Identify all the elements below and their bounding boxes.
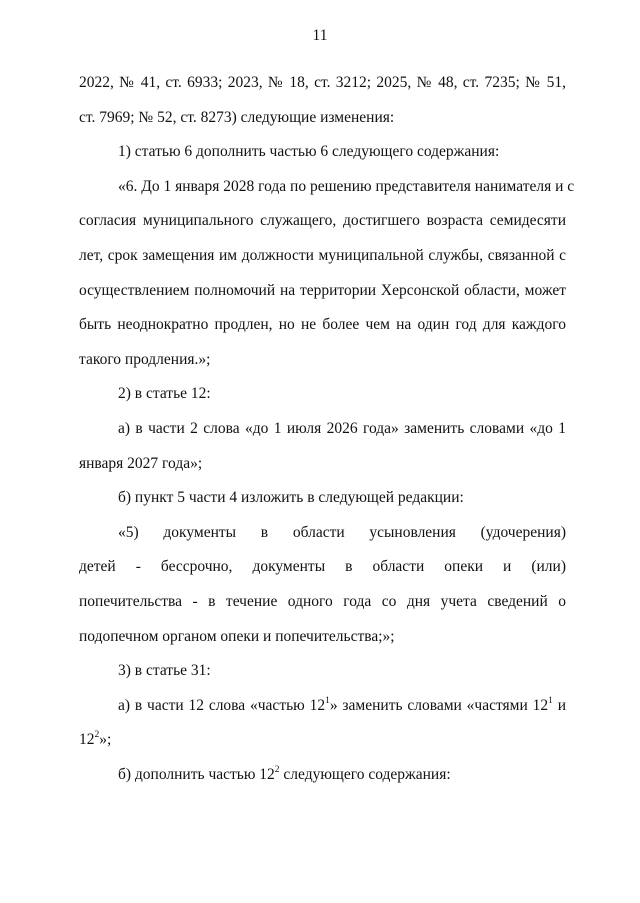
text-line: 3) в статье 31: [118,662,211,680]
text-line: а) в части 2 слова «до 1 июля 2026 года» заменить словами «до 1 [118,419,566,437]
text-line: «6. До 1 января 2028 года по решению представителя нанимателя и с [118,177,575,195]
text-line: 2) в статье 12: [118,385,211,403]
text-line: б) пункт 5 части 4 изложить в следующей редакции: [118,489,464,507]
text-fragment: следующего содержания: [279,765,451,783]
text-fragment: а) в части 12 слова «частью 12 [118,696,326,714]
text-fragment: б) дополнить частью 12 [118,765,275,783]
text-line: января 2027 года»; [79,454,203,472]
superscript: 1 [325,695,330,706]
text-line: лет, срок замещения им должности муниципальной службы, связанной с [79,246,566,264]
superscript: 1 [548,695,553,706]
text-fragment: »; [99,731,112,749]
text-line: 1) статью 6 дополнить частью 6 следующего содержания: [118,143,500,161]
text-line: 2022, № 41, ст. 6933; 2023, № 18, ст. 3212; 2025, № 48, ст. 7235; № 51, [79,74,566,91]
superscript: 2 [94,730,100,741]
text-line: ст. 7969; № 52, ст. 8273) следующие изменения: [79,108,395,126]
amendment-line-part-12 [79,689,566,724]
superscript: 2 [274,764,280,775]
text-line: такого продления.»; [79,350,211,368]
text-fragment: 12 [79,731,95,749]
text-fragment: » заменить словами «частями 12 [329,696,549,714]
amendment-line-add-part [79,758,566,793]
text-line: осуществлением полномочий на территории Херсонской области, может [79,281,566,299]
text-line: «5) документы в области усыновления (удочерения) [118,523,566,541]
text-line: подопечном органом опеки и попечительства;»; [79,627,395,645]
amendment-line-12-2 [79,723,566,758]
document-body [79,66,575,792]
paragraph-lines [79,66,575,689]
text-line: быть неоднократно продлен, но не более чем на один год для каждого [79,316,566,334]
text-line: попечительства - в течение одного года со дня учета сведений о [79,592,566,610]
page-number: 11 [312,27,328,44]
text-line: согласия муниципального служащего, достигшего возраста семидесяти [79,212,566,230]
text-line: детей - бессрочно, документы в области опеки и (или) [79,558,566,576]
text-fragment: и [552,696,566,714]
